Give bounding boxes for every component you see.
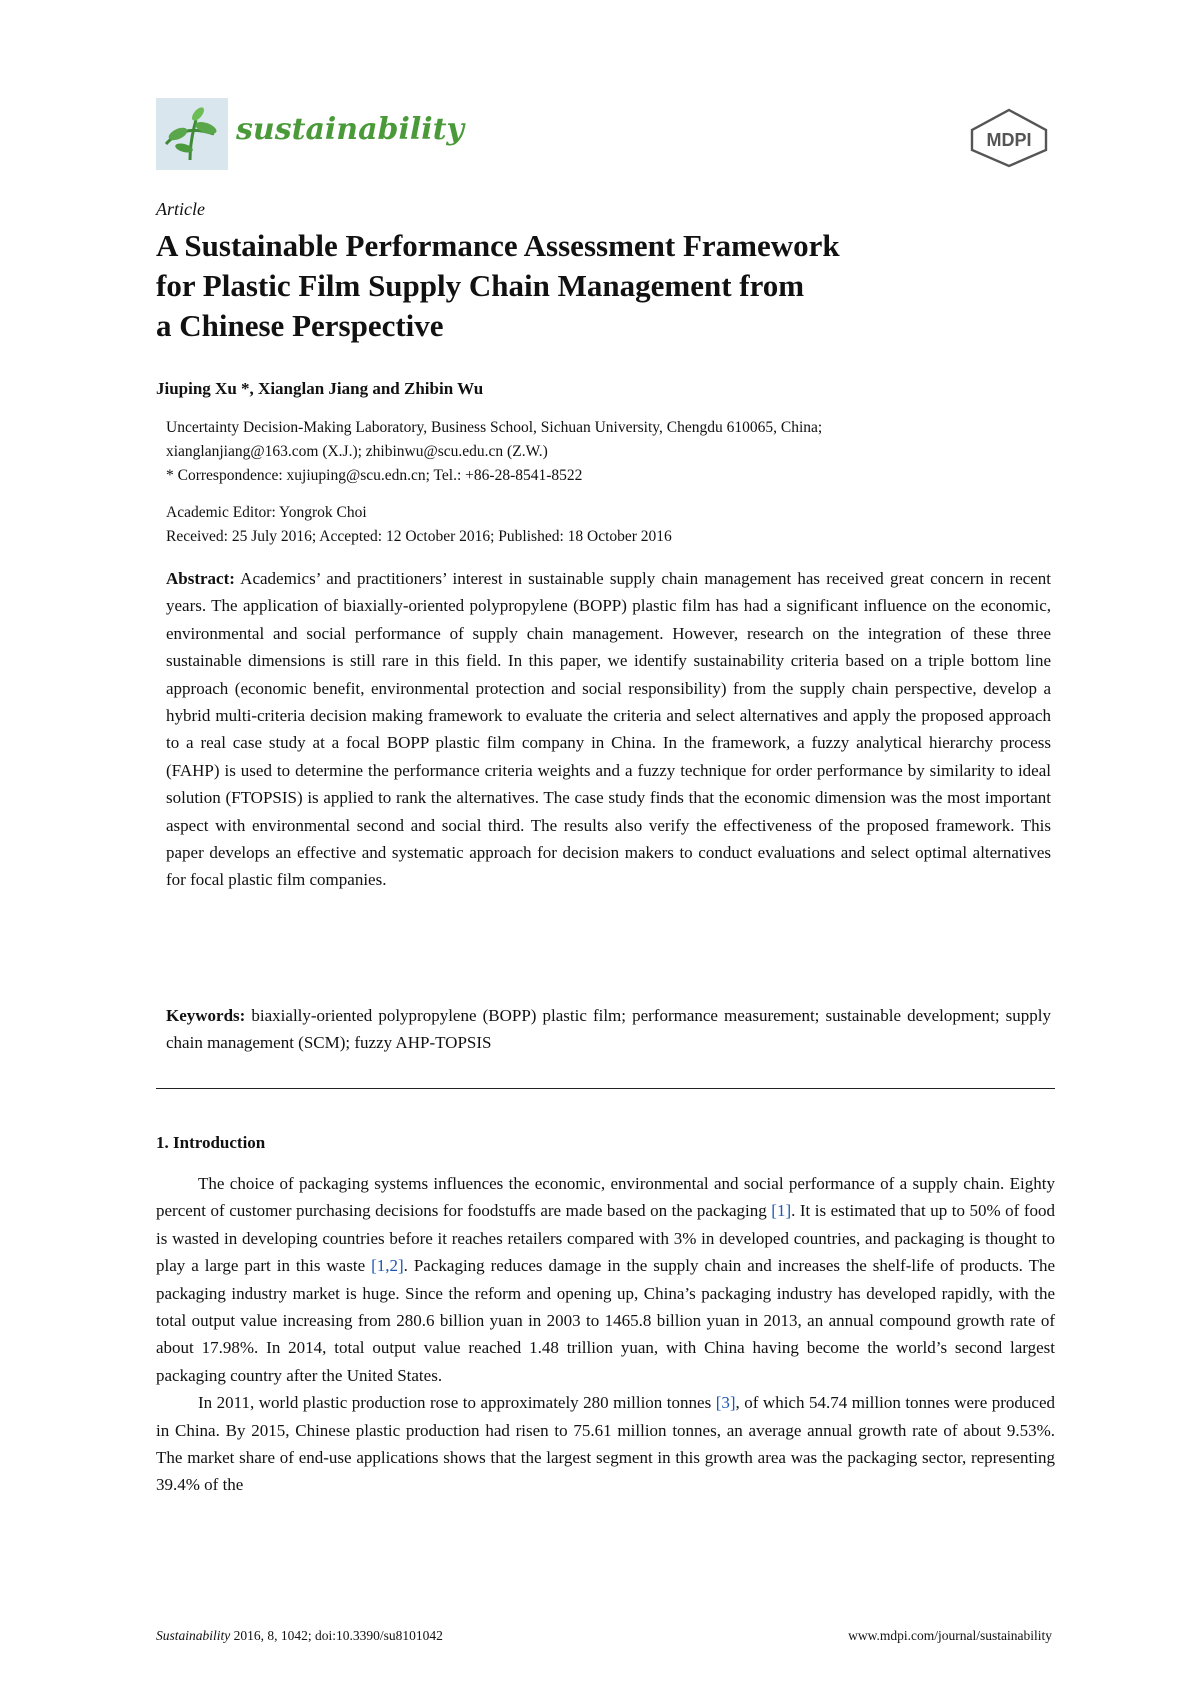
citation-link[interactable]: [1] [771,1201,792,1221]
keywords-label: Keywords: [166,1006,246,1025]
journal-name: sustainability [236,112,464,147]
publisher-logo [968,108,1050,172]
leaf-icon [156,98,228,170]
mdpi-logo-text: MDPI [986,130,1032,150]
citation-link[interactable]: [1,2] [371,1256,404,1276]
author-list: Jiuping Xu *, Xianglan Jiang and Zhibin Wu [156,379,484,398]
paragraph-text: , of which 54.74 million tonnes were produced in China. By 2015, Chinese plastic production had risen to 75.61 million tonnes, an average annual growth rate of about 9.53%. The market share of end-use applications shows that the largest segment in this growth area was the packaging sector, representing 39.4% of the [156,1393,1055,1495]
keywords-text: biaxially-oriented polypropylene (BOPP) plastic film; performance measurement; sustainable development; supply chain management (SCM); fuzzy AHP-TOPSIS [166,1006,1052,1052]
abstract-text: Academics’ and practitioners’ interest in sustainable supply chain management has received great concern in recent years. The application of biaxially-oriented polypropylene (BOPP) plastic film has had a significant influence on the economic, environmental and social performance of supply chain management. However, research on the integration of these three sustainable dimensions is still rare in this field. In this paper, we identify sustainability criteria based on a triple bottom line approach (economic benefit, environmental protection and social responsibility) from the supply chain perspective, develop a hybrid multi-criteria decision making framework to evaluate the criteria and select alternatives and apply the proposed approach to a real case study at a focal BOPP plastic film company in China. In the framework, a fuzzy analytical hierarchy process (FAHP) is used to determine the performance criteria weights and a fuzzy technique for order performance by similarity to ideal solution (FTOPSIS) is applied to rank the alternatives. The case study finds that the economic dimension was the most important aspect with environmental second and social third. The results also verify the effectiveness of the proposed framework. This paper develops an effective and systematic approach for decision makers to conduct evaluations and select optimal alternatives for focal plastic film companies. [166,569,1051,890]
paragraph-text: . Packaging reduces damage in the supply chain and increases the shelf-life of products. The packaging industry market is huge. Since the reform and opening up, China’s packaging industry has developed rapidly, with the total output value increasing from 280.6 billion yuan in 2003 to 1465.8 billion yuan in 2013, an annual compound growth rate of about 17.98%. In 2014, total output value reached 1.48 trillion yuan, with China having become the world’s second largest packaging country after the United States. [156,1256,1056,1385]
correspondence: * Correspondence: xujiuping@scu.edn.cn; Tel.: +86-28-8541-8522 [166,467,583,484]
paragraph-text: The choice of packaging systems influences the economic, environmental and social performance of a supply chain. Eighty percent of customer purchasing decisions for foodstuffs are made based on the packaging [156,1174,1055,1221]
paper-title [156,226,1056,346]
introduction-body [156,1170,1055,1499]
abstract-label: Abstract: [166,569,235,588]
mdpi-logo-icon [968,108,1050,168]
footer-doi: 2016, 8, 1042; doi:10.3390/su8101042 [230,1628,443,1643]
footer-url[interactable]: www.mdpi.com/journal/sustainability [848,1628,1052,1643]
affiliation-line: Uncertainty Decision-Making Laboratory, Business School, Sichuan University, Chengdu 610065, China; [166,419,823,436]
affiliation-block [166,416,1066,488]
editorial-info [166,501,1066,549]
title-line: a Chinese Perspective [156,308,444,343]
publication-dates: Received: 25 July 2016; Accepted: 12 October 2016; Published: 18 October 2016 [166,528,672,545]
paragraph-text: . It is estimated that up to 50% of food is wasted in developing countries before it reaches retailers compared with 3% in developed countries, and packaging is thought to play a large part in this waste [156,1201,1055,1276]
academic-editor: Academic Editor: Yongrok Choi [166,504,367,521]
paragraph [156,1389,1055,1499]
footer-citation [156,1628,443,1644]
title-line: for Plastic Film Supply Chain Management from [156,268,805,303]
article-type: Article [156,199,205,219]
section-divider [156,1088,1055,1089]
paragraph-text: In 2011, world plastic production rose to approximately 280 million tonnes [198,1393,716,1413]
keywords [166,1002,1051,1056]
title-line: A Sustainable Performance Assessment Framework [156,228,840,263]
journal-logo [156,98,228,170]
footer-journal: Sustainability [156,1628,231,1643]
citation-link[interactable]: [3] [715,1393,736,1413]
paragraph [156,1170,1055,1389]
affiliation-emails: xianglanjiang@163.com (X.J.); zhibinwu@scu.edu.cn (Z.W.) [166,443,548,460]
abstract [166,565,1051,894]
section-heading: 1. Introduction [156,1133,266,1152]
